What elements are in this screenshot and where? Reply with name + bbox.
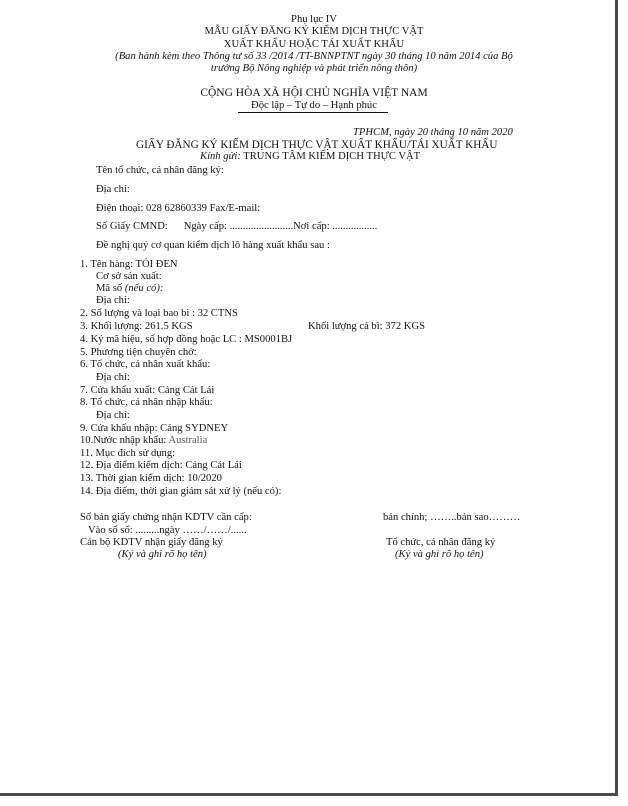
- item-8-address: Địa chỉ:: [96, 410, 130, 421]
- item-1-code: [96, 283, 163, 295]
- item-1-address: Địa chỉ:: [96, 295, 130, 306]
- item-7-export-port: 7. Cửa khẩu xuất: Cảng Cát Lái: [80, 385, 215, 396]
- registrant-signature-note: (Ký và ghi rõ họ tên): [395, 549, 484, 560]
- item-12-location: 12. Địa điểm kiểm dịch: Cảng Cát Lái: [80, 460, 242, 471]
- addressee-label: Kính gửi:: [200, 151, 241, 162]
- document-title: GIẤY ĐĂNG KÝ KIỂM DỊCH THỰC VẬT XUẤT KHẨU/TÁI XUẤT KHẨU: [136, 139, 498, 151]
- registrant-title: Tổ chức, cá nhân đăng ký: [386, 537, 496, 548]
- certificate-copies: Số bản giấy chứng nhận KDTV cần cấp:: [80, 512, 252, 523]
- logbook-entry: Vào sổ số: .........ngày ……/……/......: [88, 525, 247, 536]
- issued-note-line-1: (Ban hành kèm theo Thông tư số 33 /2014 /TT-BNNPTNT ngày 30 tháng 10 năm 2014 của Bộ: [115, 51, 513, 62]
- place-date: TPHCM, ngày 20 tháng 10 năm 2020: [353, 127, 513, 138]
- issued-note-line-2: trưởng Bộ Nông nghiệp và phát triển nông thôn): [210, 63, 418, 74]
- request-line: Đề nghị quý cơ quan kiểm dịch lô hàng xuất khẩu sau :: [96, 240, 330, 251]
- item-14-supervision: 14. Địa điểm, thời gian giám sát xử lý (nếu có):: [80, 486, 282, 497]
- registrant-phone: Điện thoại: 028 62860339 Fax/E-mail:: [96, 203, 261, 214]
- item-3-weight: 3. Khối lượng: 261.5 KGS: [80, 321, 193, 332]
- item-1-goods: 1. Tên hàng: TỎI ĐEN: [80, 259, 178, 270]
- country-name: CỘNG HÒA XÃ HỘI CHỦ NGHĨA VIỆT NAM: [200, 87, 428, 99]
- item-8-importer: 8. Tổ chức, cá nhân nhập khẩu:: [80, 397, 213, 408]
- item-1-producer: Cơ sở sản xuất:: [96, 271, 162, 282]
- registrant-name: Tên tổ chức, cá nhân đăng ký:: [96, 165, 224, 176]
- form-title-line-2: XUẤT KHẨU HOẶC TÁI XUẤT KHẨU: [223, 39, 405, 50]
- national-motto: Độc lập – Tự do – Hạnh phúc: [251, 100, 377, 111]
- item-1-code-hint: (nếu có):: [124, 283, 164, 294]
- item-10-value: Australia: [168, 435, 208, 446]
- registrant-address: Địa chỉ:: [96, 184, 130, 195]
- item-6-exporter: 6. Tổ chức, cá nhân xuất khẩu:: [80, 359, 211, 370]
- officer-signature-note: (Ký và ghi rõ họ tên): [118, 549, 207, 560]
- appendix-label: Phụ lục IV: [291, 14, 337, 25]
- item-1-code-label: Mã số: [96, 283, 125, 294]
- item-9-import-port: 9. Cửa khẩu nhập: Cảng SYDNEY: [80, 423, 229, 434]
- form-title-line-1: MẪU GIẤY ĐĂNG KÝ KIỂM DỊCH THỰC VẬT: [204, 26, 424, 37]
- item-11-purpose: 11. Mục đích sử dụng:: [80, 448, 176, 459]
- item-5-transport: 5. Phương tiện chuyên chở:: [80, 347, 197, 358]
- item-4-marks: 4. Ký mã hiệu, số hợp đồng hoặc LC : MS0001BJ: [80, 334, 293, 345]
- addressee: [200, 151, 420, 163]
- item-10-label: 10.Nước nhập khẩu:: [80, 435, 169, 446]
- item-13-time: 13. Thời gian kiểm dịch: 10/2020: [80, 473, 222, 484]
- item-6-address: Địa chỉ:: [96, 372, 130, 383]
- motto-underline: [238, 112, 388, 113]
- registrant-id: Số Giấy CMND: Ngày cấp: ........................Nơi cấp: .................: [96, 221, 378, 232]
- officer-title: Cán bộ KDTV nhận giấy đăng ký: [80, 537, 223, 548]
- item-10-country: [80, 435, 207, 447]
- certificate-copies-count: bản chính; ……..bản sao………: [383, 512, 521, 523]
- item-3-gross-weight: Khối lượng cả bì: 372 KGS: [308, 321, 425, 332]
- item-2-packaging: 2. Số lượng và loại bao bì : 32 CTNS: [80, 308, 238, 319]
- addressee-value: TRUNG TÂM KIỂM DỊCH THỰC VẬT: [240, 151, 421, 162]
